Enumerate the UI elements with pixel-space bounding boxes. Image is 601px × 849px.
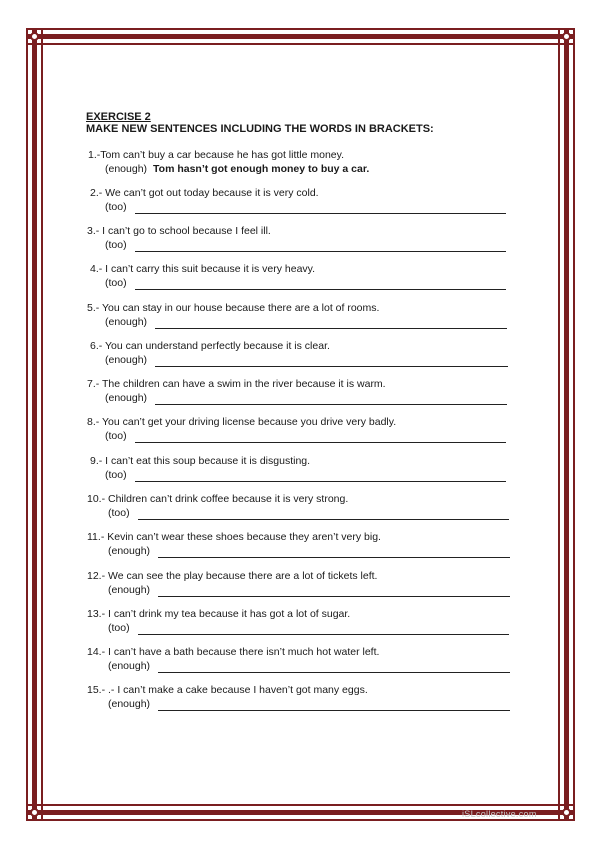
question-item-12 bbox=[87, 570, 527, 597]
frame-left-mid bbox=[32, 28, 37, 821]
question-item-8 bbox=[87, 416, 527, 443]
frame-bottom-inner bbox=[26, 804, 575, 806]
question-text: 9.- I can’t eat this soup because it is disgusting. bbox=[90, 455, 311, 467]
question-text: 2.- We can’t got out today because it is very cold. bbox=[90, 187, 319, 199]
frame-right-outer bbox=[573, 28, 575, 821]
hint-word: (enough) bbox=[108, 698, 151, 710]
corner-ornament-top-right bbox=[562, 32, 571, 41]
question-text: 15.- .- I can’t make a cake because I haven’t got many eggs. bbox=[87, 684, 368, 696]
question-item-9 bbox=[90, 455, 530, 482]
question-text: 6.- You can understand perfectly because it is clear. bbox=[90, 340, 330, 352]
question-item-4 bbox=[90, 263, 530, 290]
hint-word: (enough) bbox=[105, 392, 148, 404]
question-item-3 bbox=[87, 225, 527, 252]
answer-line[interactable] bbox=[135, 432, 506, 443]
hint-word: (enough) bbox=[105, 316, 148, 328]
hint-word: (enough) bbox=[108, 545, 151, 557]
question-item-5 bbox=[87, 302, 527, 329]
question-text: 11.- Kevin can’t wear these shoes because they aren’t very big. bbox=[87, 531, 381, 543]
exercise-instruction: MAKE NEW SENTENCES INCLUDING THE WORDS IN BRACKETS: bbox=[86, 123, 434, 135]
frame-right-inner bbox=[558, 28, 560, 821]
answer-line[interactable] bbox=[155, 318, 507, 329]
hint-word: (too) bbox=[108, 507, 130, 519]
answer-line[interactable] bbox=[138, 509, 509, 520]
example-answer: Tom hasn’t got enough money to buy a car. bbox=[153, 163, 370, 175]
hint-word: (too) bbox=[105, 430, 127, 442]
frame-top-mid bbox=[26, 34, 575, 39]
hint-word: (too) bbox=[105, 239, 127, 251]
answer-line[interactable] bbox=[135, 279, 506, 290]
answer-line[interactable] bbox=[158, 586, 510, 597]
answer-line[interactable] bbox=[135, 471, 506, 482]
frame-right-mid bbox=[564, 28, 569, 821]
question-text: 1.-Tom can’t buy a car because he has got little money. bbox=[88, 149, 345, 161]
answer-line[interactable] bbox=[158, 700, 510, 711]
question-item-6 bbox=[90, 340, 530, 367]
answer-line[interactable] bbox=[135, 203, 506, 214]
answer-line[interactable] bbox=[158, 547, 510, 558]
question-item-11 bbox=[87, 531, 527, 558]
question-text: 4.- I can’t carry this suit because it is very heavy. bbox=[90, 263, 316, 275]
hint-word: (too) bbox=[108, 622, 130, 634]
question-text: 13.- I can’t drink my tea because it has got a lot of sugar. bbox=[87, 608, 351, 620]
question-item-1 bbox=[88, 149, 528, 176]
answer-line[interactable] bbox=[155, 394, 507, 405]
question-item-2 bbox=[90, 187, 530, 214]
hint-word: (too) bbox=[105, 469, 127, 481]
question-item-10 bbox=[87, 493, 527, 520]
hint-word: (too) bbox=[105, 277, 127, 289]
answer-line[interactable] bbox=[135, 241, 506, 252]
worksheet-content bbox=[86, 111, 526, 136]
answer-line[interactable] bbox=[158, 662, 510, 673]
question-text: 14.- I can’t have a bath because there isn’t much hot water left. bbox=[87, 646, 380, 658]
hint-word: (enough) bbox=[108, 584, 151, 596]
hint-word: (enough) bbox=[105, 163, 148, 175]
corner-ornament-top-left bbox=[30, 32, 39, 41]
frame-top-outer bbox=[26, 28, 575, 30]
corner-ornament-bottom-left bbox=[30, 808, 39, 817]
frame-bottom-outer bbox=[26, 819, 575, 821]
question-text: 7.- The children can have a swim in the river because it is warm. bbox=[87, 378, 386, 390]
question-item-15 bbox=[87, 684, 527, 711]
answer-line[interactable] bbox=[155, 356, 508, 367]
question-item-7 bbox=[87, 378, 527, 405]
hint-word: (too) bbox=[105, 201, 127, 213]
question-text: 10.- Children can’t drink coffee because it is very strong. bbox=[87, 493, 349, 505]
frame-left-inner bbox=[41, 28, 43, 821]
hint-word: (enough) bbox=[108, 660, 151, 672]
question-item-14 bbox=[87, 646, 527, 673]
question-text: 5.- You can stay in our house because there are a lot of rooms. bbox=[87, 302, 380, 314]
question-item-13 bbox=[87, 608, 527, 635]
hint-word: (enough) bbox=[105, 354, 148, 366]
question-text: 8.- You can’t get your driving license because you drive very badly. bbox=[87, 416, 397, 428]
corner-ornament-bottom-right bbox=[562, 808, 571, 817]
exercise-title: EXERCISE 2 bbox=[86, 111, 151, 123]
answer-line[interactable] bbox=[138, 624, 509, 635]
frame-top-inner bbox=[26, 43, 575, 45]
question-text: 3.- I can’t go to school because I feel ill. bbox=[87, 225, 271, 237]
frame-left-outer bbox=[26, 28, 28, 821]
watermark: iSLcollective.com bbox=[462, 809, 537, 819]
question-text: 12.- We can see the play because there are a lot of tickets left. bbox=[87, 570, 378, 582]
